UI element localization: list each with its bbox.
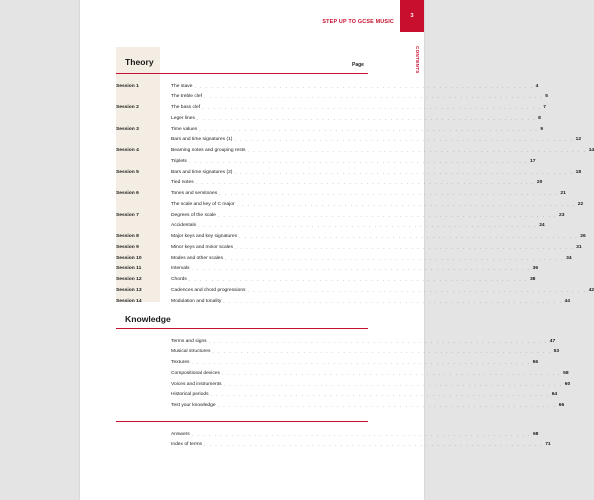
entry-page-number: 38 (529, 277, 536, 282)
dot-leader: . . . . . . . . . . . . . . . . . . . . . . . . . . . . . . . . . . . . . . . . . . . . . . . . . . . . . . . . . . . . (217, 212, 558, 218)
session-label: Session 13 (116, 287, 142, 293)
toc-entry (116, 81, 539, 91)
entry-title: Historical periods (171, 392, 209, 398)
entry-title: Major keys and key signatures (171, 234, 238, 239)
entry-page-number: 42 (588, 287, 594, 293)
toc-entry (116, 178, 543, 188)
entry-page-number: 66 (558, 403, 565, 408)
entry-page-number: 21 (560, 191, 566, 196)
dot-leader: . . . . . . . . . . . . . . . . . . . . . . . . . . . . . . . . . . . . . . . . . . . . . . . . . . . . . . . . . . . . (247, 287, 587, 293)
toc-entry (116, 401, 565, 411)
entry-title: Musical structures (171, 349, 211, 355)
entry-page-number: 4 (535, 83, 539, 89)
dot-leader: . . . . . . . . . . . . . . . . . . . . . . . . . . . . . . . . . . . . . . . . . . . . . . . . . . . . . . . . . . . . (234, 244, 575, 250)
session-label: Session 2 (116, 105, 139, 110)
entry-title: Beaming notes and grouping rests (171, 148, 246, 153)
entry-page-number: 26 (580, 234, 586, 239)
dot-leader: . . . . . . . . . . . . . . . . . . . . . . . . . . . . . . . . . . . . . . . . . . . . . . . . . . . . . . . . . . . . (198, 223, 538, 229)
dot-leader: . . . . . . . . . . . . . . . . . . . . . . . . . . . . . . . . . . . . . . . . . . . . . . . . . . . . . . . . . . . . (204, 442, 544, 448)
dot-leader: . . . . . . . . . . . . . . . . . . . . . . . . . . . . . . . . . . . . . . . . . . . . . . . . . . . . . . . . . . . . (234, 137, 574, 143)
knowledge-divider (116, 328, 368, 329)
entry-page-number: 56 (532, 360, 539, 365)
toc-entry (116, 124, 544, 134)
side-section-label: CONTENTS (415, 46, 420, 74)
toc-entry (116, 135, 582, 145)
entry-title: Tones and semitones (171, 191, 218, 196)
toc-entry (116, 113, 541, 123)
toc-entry (116, 103, 547, 113)
entry-title: Chords (171, 277, 187, 282)
toc-entry (116, 296, 570, 306)
dot-leader: . . . . . . . . . . . . . . . . . . . . . . . . . . . . . . . . . . . . . . . . . . . . . . . . . . . . . . . . . . . . (188, 158, 529, 164)
toc-entry (116, 347, 560, 357)
entry-title: The scale and key of C major (171, 201, 235, 207)
toc-entry (116, 146, 594, 156)
session-label: Session 3 (116, 126, 139, 132)
dot-leader: . . . . . . . . . . . . . . . . . . . . . . . . . . . . . . . . . . . . . . . . . . . . . . . . . . . . . . . . . . . . (217, 403, 557, 408)
toc-entry (116, 92, 548, 102)
entry-title: Accidentals (171, 223, 197, 229)
book-title: STEP UP TO GCSE MUSIC (322, 19, 394, 25)
session-label: Session 1 (116, 83, 139, 89)
entry-title: Compositional devices (171, 370, 220, 376)
entry-title: Modes and other scales (171, 255, 223, 261)
entry-page-number: 12 (575, 137, 582, 143)
entry-title: Answers (171, 431, 190, 437)
session-label: Session 4 (116, 148, 139, 153)
entry-title: Textures (171, 360, 190, 365)
entry-title: Test your knowledge (171, 403, 216, 408)
page-column-heading: Page (352, 62, 364, 68)
toc-entry (116, 156, 536, 166)
session-label: Session 11 (116, 266, 142, 272)
page-number: 3 (410, 13, 414, 19)
dot-leader: . . . . . . . . . . . . . . . . . . . . . . . . . . . . . . . . . . . . . . . . . . . . . . . . . . . . . . . . . . . . (208, 338, 548, 344)
dot-leader: . . . . . . . . . . . . . . . . . . . . . . . . . . . . . . . . . . . . . . . . . . . . . . . . . . . . . . . . . . . . (202, 105, 542, 110)
entry-page-number: 34 (566, 255, 572, 261)
entry-title: The bass clef (171, 105, 201, 110)
entry-page-number: 64 (551, 392, 558, 398)
theory-divider (116, 73, 368, 74)
entry-page-number: 31 (576, 244, 582, 250)
dot-leader: . . . . . . . . . . . . . . . . . . . . . . . . . . . . . . . . . . . . . . . . . . . . . . . . . . . . . . . . . . . . (219, 191, 559, 196)
entry-title: Cadences and chord progressions (171, 287, 246, 293)
entry-title: Modulation and tonality (171, 298, 222, 304)
entry-page-number: 23 (559, 212, 565, 218)
entry-page-number: 60 (564, 381, 571, 387)
toc-entry (116, 275, 536, 285)
entry-title: Time values (171, 126, 198, 132)
session-label: Session 9 (116, 244, 139, 250)
entry-page-number: 47 (549, 338, 556, 344)
knowledge-heading: Knowledge (125, 314, 171, 324)
session-label: Session 8 (116, 234, 139, 239)
entry-page-number: 9 (540, 126, 544, 132)
entry-title: Minor keys and minor scales (171, 244, 233, 250)
toc-entry (116, 390, 558, 400)
entry-title: Index of terms (171, 442, 202, 448)
entry-page-number: 58 (563, 370, 569, 376)
toc-entry (116, 440, 551, 450)
dot-leader: . . . . . . . . . . . . . . . . . . . . . . . . . . . . . . . . . . . . . . . . . . . . . . . . . . . . . . . . . . . . (204, 94, 544, 100)
toc-entry (116, 336, 556, 346)
entry-title: Triplets (171, 158, 187, 164)
entry-page-number: 44 (564, 298, 570, 304)
dot-leader: . . . . . . . . . . . . . . . . . . . . . . . . . . . . . . . . . . . . . . . . . . . . . . . . . . . . . . . . . . . . (236, 201, 576, 207)
toc-entry (116, 199, 584, 209)
entry-page-number: 18 (575, 169, 582, 175)
dot-leader: . . . . . . . . . . . . . . . . . . . . . . . . . . . . . . . . . . . . . . . . . . . . . . . . . . . . . . . . . . . . (234, 169, 574, 175)
toc-entry (116, 429, 539, 439)
dot-leader: . . . . . . . . . . . . . . . . . . . . . . . . . . . . . . . . . . . . . . . . . . . . . . . . . . . . . . . . . . . . (196, 115, 537, 121)
entry-page-number: 53 (553, 349, 560, 355)
dot-leader: . . . . . . . . . . . . . . . . . . . . . . . . . . . . . . . . . . . . . . . . . . . . . . . . . . . . . . . . . . . . (188, 277, 528, 282)
entry-title: Tied notes (171, 180, 194, 186)
entry-page-number: 17 (530, 158, 536, 164)
page-number-tab (400, 0, 424, 32)
theory-heading: Theory (125, 57, 154, 67)
entry-title: Leger lines (171, 115, 195, 121)
session-label: Session 14 (116, 298, 142, 304)
dot-leader: . . . . . . . . . . . . . . . . . . . . . . . . . . . . . . . . . . . . . . . . . . . . . . . . . . . . . . . . . . . . (210, 392, 550, 398)
dot-leader: . . . . . . . . . . . . . . . . . . . . . . . . . . . . . . . . . . . . . . . . . . . . . . . . . . . . . . . . . . . . (224, 255, 565, 261)
toc-entry (116, 189, 566, 199)
entry-title: Bars and time signatures (1) (171, 137, 233, 143)
entry-title: Terms and signs (171, 338, 207, 344)
toc-entry (116, 210, 565, 220)
toc-entry (116, 368, 569, 378)
session-label: Session 12 (116, 277, 142, 282)
toc-entry (116, 232, 586, 242)
toc-entry (116, 264, 539, 274)
dot-leader: . . . . . . . . . . . . . . . . . . . . . . . . . . . . . . . . . . . . . . . . . . . . . . . . . . . . . . . . . . . . (223, 298, 563, 304)
entry-title: Degrees of the scale (171, 212, 216, 218)
contents-page (80, 0, 594, 500)
entry-title: The stave (171, 83, 193, 89)
entry-title: Intervals (171, 266, 190, 272)
dot-leader: . . . . . . . . . . . . . . . . . . . . . . . . . . . . . . . . . . . . . . . . . . . . . . . . . . . . . . . . . . . . (195, 180, 535, 186)
entry-page-number: 24 (539, 223, 545, 229)
toc-entry (116, 379, 571, 389)
entry-page-number: 7 (543, 105, 547, 110)
dot-leader: . . . . . . . . . . . . . . . . . . . . . . . . . . . . . . . . . . . . . . . . . . . . . . . . . . . . . . . . . . . . (239, 234, 579, 239)
dot-leader: . . . . . . . . . . . . . . . . . . . . . . . . . . . . . . . . . . . . . . . . . . . . . . . . . . . . . . . . . . . . (223, 381, 563, 387)
session-label: Session 6 (116, 191, 139, 196)
entry-title: The treble clef (171, 94, 202, 100)
toc-entry (116, 242, 582, 252)
entry-page-number: 71 (545, 442, 551, 448)
entry-title: Bars and time signatures (2) (171, 169, 233, 175)
appendix-divider (116, 421, 368, 422)
dot-leader: . . . . . . . . . . . . . . . . . . . . . . . . . . . . . . . . . . . . . . . . . . . . . . . . . . . . . . . . . . . . (247, 148, 587, 153)
dot-leader: . . . . . . . . . . . . . . . . . . . . . . . . . . . . . . . . . . . . . . . . . . . . . . . . . . . . . . . . . . . . (199, 126, 539, 132)
entry-page-number: 22 (577, 201, 584, 207)
dot-leader: . . . . . . . . . . . . . . . . . . . . . . . . . . . . . . . . . . . . . . . . . . . . . . . . . . . . . . . . . . . . (191, 360, 531, 365)
dot-leader: . . . . . . . . . . . . . . . . . . . . . . . . . . . . . . . . . . . . . . . . . . . . . . . . . . . . . . . . . . . . (194, 83, 534, 89)
session-label: Session 10 (116, 255, 142, 261)
entry-page-number: 5 (545, 94, 548, 100)
dot-leader: . . . . . . . . . . . . . . . . . . . . . . . . . . . . . . . . . . . . . . . . . . . . . . . . . . . . . . . . . . . . (191, 431, 531, 437)
entry-title: Voices and instruments (171, 381, 222, 387)
dot-leader: . . . . . . . . . . . . . . . . . . . . . . . . . . . . . . . . . . . . . . . . . . . . . . . . . . . . . . . . . . . . (191, 266, 531, 272)
dot-leader: . . . . . . . . . . . . . . . . . . . . . . . . . . . . . . . . . . . . . . . . . . . . . . . . . . . . . . . . . . . . (212, 349, 552, 355)
session-label: Session 7 (116, 212, 139, 218)
toc-entry (116, 167, 582, 177)
entry-page-number: 36 (532, 266, 539, 272)
toc-entry (116, 253, 572, 263)
toc-entry (116, 285, 594, 295)
toc-entry (116, 221, 545, 231)
entry-page-number: 14 (588, 148, 594, 153)
dot-leader: . . . . . . . . . . . . . . . . . . . . . . . . . . . . . . . . . . . . . . . . . . . . . . . . . . . . . . . . . . . . (221, 370, 562, 376)
toc-entry (116, 358, 539, 368)
session-label: Session 5 (116, 169, 139, 175)
entry-page-number: 68 (532, 431, 539, 437)
entry-page-number: 8 (538, 115, 541, 121)
entry-page-number: 20 (536, 180, 543, 186)
